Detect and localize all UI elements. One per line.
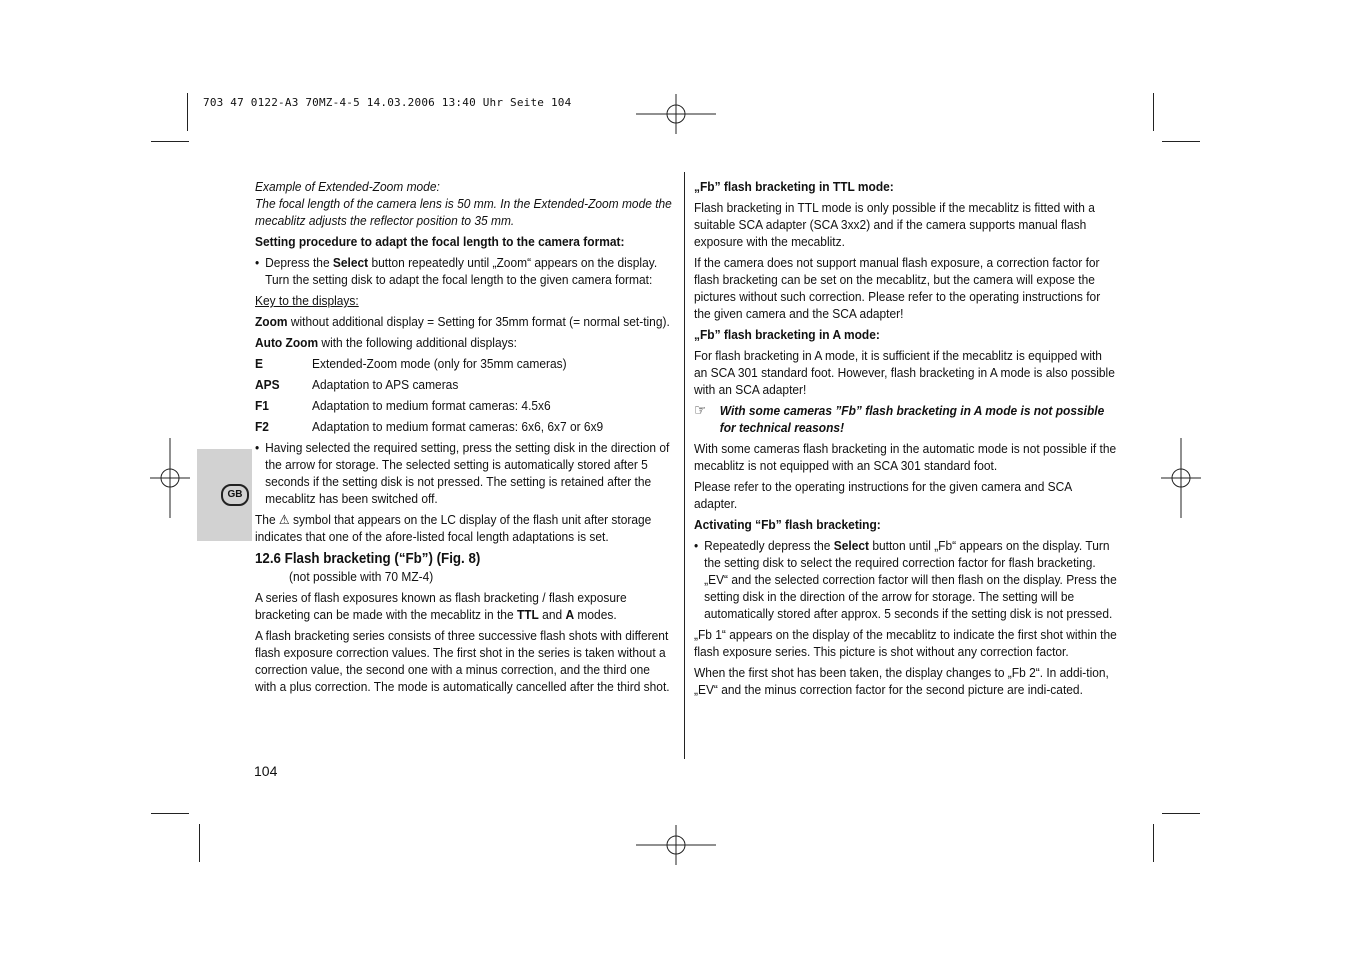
zoom-label: Zoom (255, 314, 288, 329)
autozoom-description (255, 334, 674, 351)
key-code: E (255, 356, 263, 371)
warning-triangle-icon: ⚠ (278, 512, 290, 527)
fb2-paragraph: When the first shot has been taken, the display changes to „Fb 2“. In addi-tion, „EV“ and the minus correction factor for the second picture are indi-cated. (694, 665, 1109, 697)
example-block (255, 178, 674, 229)
key-code: F1 (255, 398, 269, 413)
ttl-label: TTL (516, 607, 539, 622)
key-meaning: Adaptation to medium format cameras: 4.5x6 (312, 398, 551, 413)
key-meaning: Extended-Zoom mode (only for 35mm cameras) (312, 356, 567, 371)
pointing-hand-icon: ☞ (694, 402, 707, 419)
note-block (694, 402, 1117, 436)
text-run: Depress the (265, 255, 333, 270)
key-code: F2 (255, 419, 269, 434)
a-mode-para-2: With some cameras flash bracketing in the automatic mode is not possible if the mecablitz is not equipped with an SCA 301 standard foot. (694, 441, 1117, 473)
key-row (255, 397, 674, 414)
text-run: A series of flash exposures known as flash bracketing / flash exposure bracketing can be made with the mecablitz in the (255, 590, 627, 622)
text-run: The (255, 512, 279, 527)
key-meaning: Adaptation to APS cameras (312, 377, 459, 392)
crop-mark (1153, 824, 1154, 862)
select-button-label: Select (332, 255, 369, 270)
right-column (694, 178, 1117, 702)
column-divider (684, 172, 685, 759)
bullet-storage: • Having selected the required setting, press the setting disk in the direction of the arrow for storage. The selected setting is automatically stored after 5 seconds if the setting disk is not pressed. The setting is retained after the mecablitz has been switched off. (255, 439, 674, 507)
para-flash-bracketing-series: A flash bracketing series consists of three successive flash shots with different flash exposure correction values. The first shot in the series is taken without a correction value, the second one with a minus correction, and the third one with a plus correction. The mode is automatically cancelled after the third shot. (255, 628, 670, 694)
key-row (255, 355, 674, 372)
text-run: and (538, 607, 566, 622)
print-header: 703 47 0122-A3 70MZ-4-5 14.03.2006 13:40 Uhr Seite 104 (203, 96, 572, 109)
example-title: Example of Extended-Zoom mode: (255, 179, 440, 194)
crop-mark (1153, 93, 1154, 131)
key-heading: Key to the displays: (255, 293, 359, 308)
text-run: modes. (574, 607, 617, 622)
text-run: button until „Fb“ appears on the display. Turn the setting disk to select the required correction factor for flash bracketing. „EV“ and the selected correction factor will then flash on the display. Press the setting disk in the direction of the arrow for storage. The setting will be automatically stored after approx. 5 seconds if the setting disk is not pressed. (704, 538, 1117, 621)
key-row (255, 376, 674, 393)
text-run: with the following additional displays: (318, 335, 517, 350)
registration-mark-icon (636, 825, 716, 865)
a-mode-para-1: For flash bracketing in A mode, it is sufficient if the mecablitz is equipped with an SCA 301 standard foot. However, flash bracketing in A mode is also possible with an SCA adapter! (694, 348, 1115, 397)
key-code: APS (255, 377, 280, 392)
text-run: symbol that appears on the LC display of the flash unit after storage indicates that one of the afore-listed focal length adaptations is set. (255, 512, 652, 544)
symbol-paragraph (255, 511, 674, 545)
example-text: The focal length of the camera lens is 50 mm. In the Extended-Zoom mode the mecablitz adjusts the reflector position to 35 mm. (255, 196, 672, 228)
ttl-para-1: Flash bracketing in TTL mode is only possible if the mecablitz is fitted with a suitable SCA adapter (SCA 3xx2) and if the camera supports manual flash exposure with the mecablitz. (694, 200, 1095, 249)
crop-mark (1162, 141, 1200, 142)
bullet-select-zoom (255, 254, 674, 288)
text-run: Repeatedly depress the (704, 538, 834, 553)
left-column (255, 178, 674, 699)
para-flash-bracketing-intro (255, 589, 674, 623)
crop-mark (151, 813, 189, 814)
ttl-heading: „Fb” flash bracketing in TTL mode: (694, 179, 894, 194)
bullet-activate (694, 537, 1117, 622)
autozoom-label: Auto Zoom (255, 335, 319, 350)
crop-mark (1162, 813, 1200, 814)
note-text: With some cameras ”Fb” flash bracketing in A mode is not possible for technical reasons! (719, 403, 1105, 435)
activating-heading: Activating “Fb” flash bracketing: (694, 517, 881, 532)
crop-mark (199, 824, 200, 862)
a-label: A (565, 607, 575, 622)
section-subheading: (not possible with 70 MZ-4) (289, 569, 434, 584)
ttl-para-2: If the camera does not support manual flash exposure, a correction factor for flash bracketing can be set on the mecablitz, but the camera will expose the pictures without such correction. Please refer to the operating instructions for the given camera and the SCA adapter! (694, 255, 1101, 321)
text-run: button repeatedly until „Zoom“ appears on the display. Turn the setting disk to adapt the focal length to the given camera format: (265, 255, 658, 287)
crop-mark (151, 141, 189, 142)
language-badge: GB (221, 484, 249, 506)
a-mode-heading: „Fb” flash bracketing in A mode: (694, 327, 880, 342)
registration-mark-icon (1161, 438, 1201, 518)
section-heading: 12.6 Flash bracketing (“Fb”) (Fig. 8) (255, 551, 481, 567)
page-number: 104 (254, 763, 278, 779)
crop-mark (187, 93, 188, 131)
key-meaning: Adaptation to medium format cameras: 6x6, 6x7 or 6x9 (312, 419, 604, 434)
procedure-heading: Setting procedure to adapt the focal length to the camera format: (255, 234, 625, 249)
text-run: without additional display = Setting for 35mm format (= normal set-ting). (287, 314, 670, 329)
registration-mark-icon (150, 438, 190, 518)
key-row (255, 418, 674, 435)
registration-mark-icon (636, 94, 716, 134)
fb1-paragraph: „Fb 1“ appears on the display of the mecablitz to indicate the first shot within the flash exposure series. This picture is shot without any correction factor. (694, 627, 1117, 659)
zoom-description (255, 313, 674, 330)
select-button-label: Select (833, 538, 870, 553)
a-mode-para-3: Please refer to the operating instructions for the given camera and SCA adapter. (694, 479, 1072, 511)
